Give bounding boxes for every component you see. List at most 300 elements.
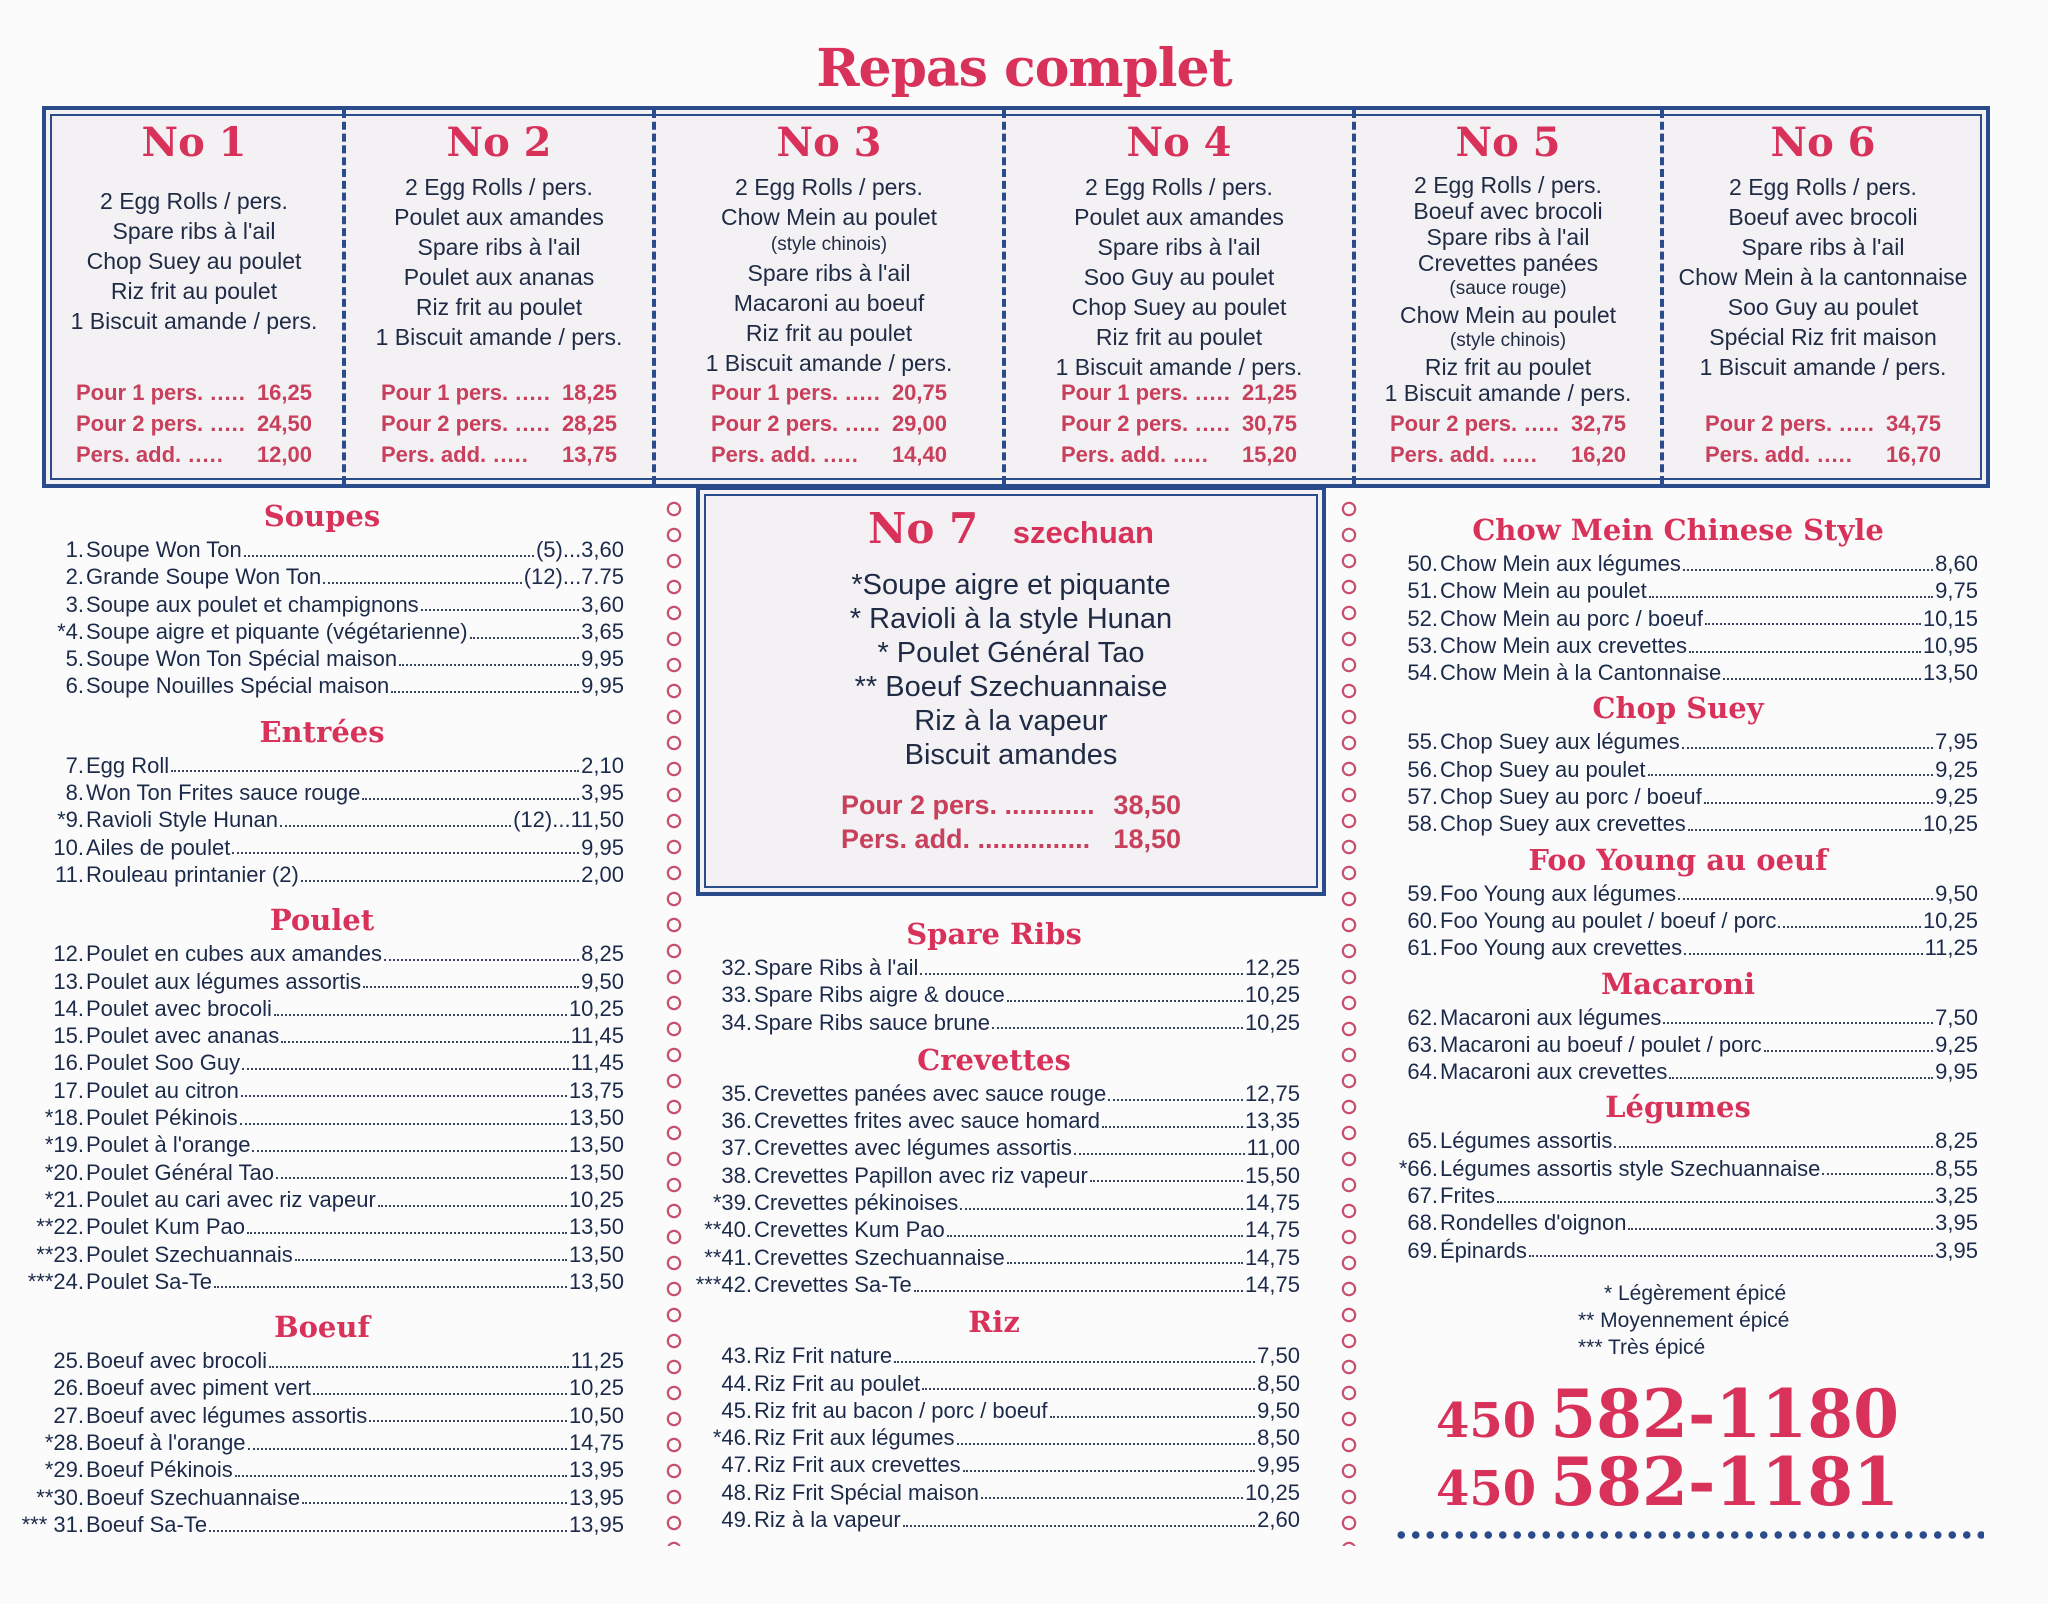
menu-item	[688, 1342, 1300, 1369]
leader-dots	[362, 798, 579, 800]
item-price: 11,45	[570, 1023, 624, 1049]
item-price: 13,50	[568, 1214, 624, 1240]
menu-item	[1378, 907, 1978, 934]
item-name: Poulet au cari avec riz vapeur	[86, 1186, 376, 1212]
combo-item: Chow Mein au poulet	[720, 204, 938, 230]
menu-item	[688, 1080, 1300, 1107]
price-line	[76, 408, 312, 439]
menu-item	[1378, 810, 1978, 837]
item-name: Egg Roll	[86, 752, 170, 778]
menu-item	[1378, 783, 1978, 810]
item-name: Rouleau printanier (2)	[86, 861, 299, 887]
leader-dots	[252, 1150, 567, 1152]
menu-item	[20, 1511, 624, 1538]
menu-item	[20, 563, 624, 590]
item-number: 33.	[721, 982, 752, 1008]
item-name: Boeuf avec piment vert	[86, 1375, 312, 1401]
item-name: Poulet Sa-Te	[86, 1268, 212, 1294]
item-name: Crevettes frites avec sauce homard	[754, 1108, 1101, 1134]
price-line	[711, 408, 947, 439]
item-name: Riz Frit au poulet	[754, 1370, 921, 1396]
item-number: 25.	[53, 1348, 84, 1374]
left-chain-divider	[663, 496, 685, 1546]
menu-item	[20, 752, 624, 779]
price-value: 34,75	[1885, 411, 1941, 436]
item-name: Riz à la vapeur	[754, 1507, 901, 1533]
combo-item: 2 Egg Rolls / pers.	[1085, 174, 1273, 200]
combo-prices	[346, 377, 652, 470]
menu-item	[20, 536, 624, 563]
item-number: *18.	[44, 1105, 84, 1131]
item-price: 13,50	[568, 1105, 624, 1131]
item-price: 10,25	[1922, 811, 1978, 837]
leader-dots	[295, 1259, 567, 1261]
item-number: **41.	[704, 1244, 752, 1270]
item-price: 10,25	[1244, 1479, 1300, 1505]
item-name: Crevettes pékinoises	[754, 1190, 959, 1216]
leader-dots	[1007, 1262, 1243, 1264]
item-price: 13,95	[568, 1484, 624, 1510]
menu-item	[20, 645, 624, 672]
item-price: 13,35	[1244, 1108, 1300, 1134]
item-number: 59.	[1407, 880, 1438, 906]
item-number: **22.	[36, 1214, 84, 1240]
combo-item: 1 Biscuit amande / pers.	[705, 350, 953, 376]
price-value: 18,25	[561, 380, 617, 405]
combo-item: Riz frit au poulet	[745, 320, 913, 346]
combo-title: No 6	[1770, 119, 1876, 166]
combo-items	[1006, 172, 1352, 382]
menu-item	[1378, 1058, 1978, 1085]
leader-dots	[269, 1366, 569, 1368]
combo-prices	[1356, 408, 1660, 470]
menu-item	[20, 1347, 624, 1374]
combo-item: 2 Egg Rolls / pers.	[735, 174, 923, 200]
leader-dots	[1497, 1201, 1933, 1203]
item-name: Poulet aux légumes assortis	[86, 968, 362, 994]
item-name: Boeuf avec brocoli	[86, 1348, 267, 1374]
item-name: Macaroni au boeuf / poulet / porc	[1440, 1031, 1762, 1057]
combo-items	[656, 172, 1002, 378]
item-price: 8,50	[1257, 1370, 1300, 1396]
item-number: 2.	[65, 564, 84, 590]
item-number: 16.	[53, 1050, 84, 1076]
leader-dots	[1683, 569, 1933, 571]
item-name: Crevettes Papillon avec riz vapeur	[754, 1162, 1088, 1188]
item-name: Soupe aigre et piquante (végétarienne)	[86, 618, 468, 644]
combo-title: No 1	[141, 119, 247, 166]
item-price: 7,95	[1935, 729, 1978, 755]
item-name: Riz Frit aux légumes	[754, 1425, 955, 1451]
item-name: Poulet avec brocoli	[86, 995, 272, 1021]
legend-line: *** Très épicé	[1578, 1336, 1706, 1359]
menu-item	[688, 1162, 1300, 1189]
item-name: Crevettes panées avec sauce rouge	[754, 1080, 1107, 1106]
menu-item	[20, 1402, 624, 1429]
leader-dots	[1684, 953, 1922, 955]
item-number: 55.	[1407, 729, 1438, 755]
combo-item: 2 Egg Rolls / pers.	[100, 188, 288, 214]
right-column	[1378, 510, 1978, 1264]
leader-dots	[922, 1388, 1255, 1390]
price-value: 38,50	[1113, 790, 1181, 820]
item-name: Boeuf Sa-Te	[86, 1511, 208, 1537]
menu-item	[20, 779, 624, 806]
legend-line: ** Moyennement épicé	[1578, 1309, 1790, 1332]
leader-dots	[1074, 1153, 1245, 1155]
leader-dots	[947, 1235, 1243, 1237]
leader-dots	[313, 1393, 567, 1395]
leader-dots	[244, 555, 534, 557]
item-name: Boeuf avec légumes assortis	[86, 1402, 368, 1428]
item-price: 12,25	[1244, 955, 1300, 980]
leader-dots	[981, 1497, 1243, 1499]
item-number: 17.	[53, 1077, 84, 1103]
combo-item: (style chinois)	[1449, 330, 1567, 351]
price-label: Pour 1 pers. .....	[1061, 377, 1231, 408]
leader-dots	[274, 1014, 567, 1016]
price-label: Pour 2 pers. .....	[381, 408, 551, 439]
phone-main-number: 582-1180	[1550, 1375, 1900, 1453]
item-number: *20.	[44, 1159, 84, 1185]
price-value: 29,00	[891, 411, 947, 436]
price-line	[381, 377, 617, 408]
item-price: 14,75	[568, 1430, 624, 1456]
item-name: Boeuf Pékinois	[86, 1457, 233, 1483]
item-number: *21.	[44, 1186, 84, 1212]
item-number: 58.	[1407, 811, 1438, 837]
item-name: Spare Ribs aigre & douce	[754, 982, 1005, 1008]
item-name: Soupe Won Ton	[86, 537, 242, 562]
dotted-divider	[1394, 1530, 1984, 1540]
combo-title: No 5	[1455, 119, 1561, 166]
leader-dots	[378, 1205, 567, 1207]
item-price: (12)...11,50	[513, 807, 624, 833]
item-number: 47.	[721, 1452, 752, 1478]
item-price: 14,75	[1244, 1190, 1300, 1216]
menu-item	[20, 861, 624, 888]
item-price: 13,50	[568, 1159, 624, 1185]
price-value: 24,50	[256, 411, 312, 436]
item-name: Chow Mein à la Cantonnaise	[1440, 660, 1722, 686]
section-title: Soupes	[263, 499, 381, 533]
combo-items	[46, 186, 342, 336]
item-price: 3,95	[1935, 1237, 1978, 1263]
price-line	[1061, 377, 1297, 408]
item-price: 11,25	[570, 1348, 624, 1374]
item-name: Poulet Général Tao	[86, 1159, 274, 1185]
item-name: Ravioli Style Hunan	[86, 807, 278, 833]
item-price: 10,25	[568, 995, 624, 1021]
item-name: Poulet Soo Guy	[86, 1050, 241, 1076]
leader-dots	[276, 1177, 567, 1179]
item-number: 14.	[53, 995, 84, 1021]
item-number: ***42.	[695, 1271, 752, 1297]
item-name: Chop Suey au porc / boeuf	[1440, 784, 1702, 810]
item-name: Spare Ribs sauce brune	[754, 1009, 991, 1035]
menu-item	[20, 618, 624, 645]
section-title: Légumes	[1605, 1090, 1751, 1125]
leader-dots	[963, 1470, 1256, 1472]
left-column	[20, 496, 624, 1538]
item-price: 14,75	[1244, 1271, 1300, 1297]
item-name: Boeuf à l'orange	[86, 1430, 246, 1456]
price-value: 16,20	[1570, 442, 1626, 467]
price-line	[1390, 439, 1626, 470]
item-price: 10,25	[568, 1186, 624, 1212]
section-title: Crevettes	[917, 1042, 1071, 1077]
section-title: Boeuf	[274, 1310, 370, 1345]
leader-dots	[391, 691, 579, 693]
section-title: Macaroni	[1600, 966, 1756, 1001]
menu-item	[688, 1271, 1300, 1298]
leader-dots	[1007, 1000, 1243, 1002]
item-name: Chow Mein au poulet	[1440, 578, 1647, 604]
price-label: Pour 2 pers. ............	[841, 790, 1095, 820]
combo-item: Poulet aux ananas	[403, 264, 595, 290]
leader-dots	[903, 1525, 1255, 1527]
leader-dots	[1090, 1180, 1243, 1182]
leader-dots	[1822, 1173, 1933, 1175]
item-price: 9,75	[1935, 578, 1978, 604]
leader-dots	[1108, 1099, 1243, 1101]
price-label: Pour 2 pers. .....	[1061, 408, 1231, 439]
leader-dots	[1689, 651, 1921, 653]
item-number: 63.	[1407, 1031, 1438, 1057]
price-value: 15,20	[1241, 442, 1297, 467]
item-number: *19.	[44, 1132, 84, 1158]
price-line	[1705, 439, 1941, 470]
item-price: 8,25	[1935, 1128, 1978, 1154]
price-label: Pour 2 pers. .....	[711, 408, 881, 439]
menu-item	[20, 1159, 624, 1186]
menu-item	[20, 1484, 624, 1511]
no7-item: Biscuit amandes	[904, 739, 1118, 771]
menu-item	[20, 1268, 624, 1295]
item-number: *** 31.	[21, 1511, 84, 1537]
combo-card	[656, 110, 1006, 484]
item-name: Riz Frit nature	[754, 1343, 893, 1369]
item-price: 8,25	[581, 941, 624, 967]
item-number: 65.	[1407, 1128, 1438, 1154]
menu-item	[688, 954, 1300, 981]
price-line	[1705, 408, 1941, 439]
no7-item: Riz à la vapeur	[914, 705, 1108, 737]
no7-price-line	[841, 788, 1181, 822]
item-number: 67.	[1407, 1183, 1438, 1209]
item-name: Crevettes Sa-Te	[754, 1271, 912, 1297]
section-title: Riz	[968, 1305, 1020, 1340]
item-number: 53.	[1407, 632, 1438, 658]
item-number: **30.	[36, 1484, 84, 1510]
leader-dots	[1648, 774, 1934, 776]
combo-item: (sauce rouge)	[1449, 278, 1567, 299]
menu-item	[688, 981, 1300, 1008]
menu-item	[20, 1429, 624, 1456]
menu-item	[1378, 728, 1978, 755]
item-number: **40.	[704, 1217, 752, 1243]
combo-card	[1356, 110, 1664, 484]
combo-item: Riz frit au poulet	[1424, 354, 1592, 380]
item-number: ***24.	[27, 1268, 84, 1294]
menu-item	[20, 1213, 624, 1240]
item-price: 13,75	[568, 1077, 624, 1103]
menu-item	[20, 834, 624, 861]
item-price: 2,10	[581, 752, 624, 778]
item-number: *46.	[712, 1425, 752, 1451]
menu-item	[20, 968, 624, 995]
item-number: 69.	[1407, 1237, 1438, 1263]
menu-item	[688, 1506, 1300, 1533]
item-name: Chow Mein aux crevettes	[1440, 632, 1687, 658]
price-label: Pour 1 pers. .....	[381, 377, 551, 408]
item-price: (5)...3,60	[535, 537, 624, 562]
item-name: Soupe Won Ton Spécial maison	[86, 646, 398, 672]
leader-dots	[421, 609, 579, 611]
item-price: 2,60	[1257, 1507, 1300, 1533]
item-number: 7.	[65, 752, 84, 778]
item-price: 8,50	[1257, 1425, 1300, 1451]
item-name: Chow Mein au porc / boeuf	[1440, 605, 1703, 631]
menu-item	[20, 940, 624, 967]
item-name: Poulet en cubes aux amandes	[86, 941, 382, 967]
combo-item: Chop Suey au poulet	[86, 248, 302, 274]
item-price: 13,50	[568, 1241, 624, 1267]
item-number: 27.	[53, 1402, 84, 1428]
combo-item: Spare ribs à l'ail	[112, 218, 276, 244]
price-label: Pour 2 pers. .....	[1390, 408, 1560, 439]
combo-card	[346, 110, 656, 484]
combo-item: Spécial Riz frit maison	[1709, 324, 1937, 350]
leader-dots	[399, 664, 579, 666]
item-price: 14,75	[1244, 1244, 1300, 1270]
item-name: Foo Young aux crevettes	[1440, 935, 1683, 961]
item-price: 9,25	[1935, 784, 1978, 810]
item-price: (12)...7.75	[523, 564, 624, 590]
menu-item	[688, 1397, 1300, 1424]
item-name: Crevettes Kum Pao	[754, 1217, 945, 1243]
menu-item	[688, 1424, 1300, 1451]
item-name: Poulet Kum Pao	[86, 1214, 245, 1240]
right-chain-divider	[1338, 496, 1360, 1546]
item-number: *9.	[57, 807, 84, 833]
leader-dots	[384, 959, 579, 961]
price-label: Pour 2 pers. .....	[1705, 408, 1875, 439]
item-name: Riz frit au bacon / porc / boeuf	[754, 1397, 1048, 1423]
menu-title: Repas complet	[816, 38, 1232, 99]
section-title: Chow Mein Chinese Style	[1472, 513, 1884, 547]
item-name: Grande Soupe Won Ton	[86, 564, 322, 590]
item-number: 8.	[65, 780, 84, 806]
leader-dots	[242, 1068, 568, 1070]
price-label: Pers. add. .....	[1390, 439, 1538, 470]
item-number: 52.	[1407, 605, 1438, 631]
menu-item	[688, 1009, 1300, 1036]
item-number: 44.	[721, 1370, 752, 1396]
item-number: 5.	[65, 646, 84, 672]
leader-dots	[280, 825, 511, 827]
item-price: 10,25	[568, 1375, 624, 1401]
item-name: Chow Mein aux légumes	[1440, 551, 1681, 576]
price-line	[76, 439, 312, 470]
item-price: 3,65	[581, 618, 624, 644]
item-number: 45.	[721, 1397, 752, 1423]
menu-item	[1378, 1182, 1978, 1209]
combo-item: Soo Guy au poulet	[1083, 264, 1275, 290]
leader-dots	[171, 770, 579, 772]
item-price: 9,95	[1935, 1059, 1978, 1085]
leader-dots	[1669, 1077, 1933, 1079]
section-title: Foo Young au oeuf	[1528, 842, 1828, 877]
leader-dots	[894, 1361, 1255, 1363]
leader-dots	[914, 1290, 1243, 1292]
item-price: 7,50	[1935, 1004, 1978, 1030]
item-price: 11,25	[1924, 935, 1978, 961]
combo-meals-panel	[42, 106, 1990, 488]
leader-dots	[301, 880, 579, 882]
combo-title: No 4	[1126, 119, 1232, 166]
combo-item: (style chinois)	[770, 234, 888, 255]
leader-dots	[992, 1027, 1243, 1029]
item-number: 35.	[721, 1080, 752, 1106]
leader-dots	[209, 1530, 567, 1532]
menu-item	[688, 1370, 1300, 1397]
phone-main-number: 582-1181	[1550, 1443, 1900, 1521]
leader-dots	[323, 582, 521, 584]
combo-item: Crevettes panées	[1417, 250, 1599, 276]
item-price: 13,50	[1922, 660, 1978, 686]
menu-item	[20, 1104, 624, 1131]
item-name: Poulet Szechuannais	[86, 1241, 293, 1267]
item-name: Spare Ribs à l'ail	[754, 955, 919, 980]
no7-item: * Ravioli à la style Hunan	[849, 603, 1173, 635]
leader-dots	[1649, 596, 1933, 598]
item-number: 26.	[53, 1375, 84, 1401]
section-title: Spare Ribs	[906, 917, 1082, 951]
price-value: 16,70	[1885, 442, 1941, 467]
menu-item	[20, 1456, 624, 1483]
combo-item: Chop Suey au poulet	[1071, 294, 1287, 320]
leader-dots	[281, 1041, 568, 1043]
menu-item	[20, 1077, 624, 1104]
item-name: Won Ton Frites sauce rouge	[86, 780, 361, 806]
menu-item	[688, 1216, 1300, 1243]
price-line	[1061, 408, 1297, 439]
price-line	[1061, 439, 1297, 470]
item-price: 13,95	[568, 1457, 624, 1483]
leader-dots	[214, 1286, 567, 1288]
item-price: 10,25	[1244, 982, 1300, 1008]
price-value: 30,75	[1241, 411, 1297, 436]
price-value: 13,75	[561, 442, 617, 467]
leader-dots	[1705, 623, 1921, 625]
combo-item: 1 Biscuit amande / pers.	[1384, 380, 1632, 406]
combo-title: No 2	[446, 119, 552, 166]
leader-dots	[235, 1475, 567, 1477]
price-value: 20,75	[891, 380, 947, 405]
price-line	[381, 439, 617, 470]
leader-dots	[302, 1502, 567, 1504]
menu-item	[1378, 577, 1978, 604]
menu-item	[1378, 550, 1978, 577]
item-price: 10,95	[1922, 632, 1978, 658]
item-number: 1.	[65, 537, 84, 562]
combo-item: Riz frit au poulet	[1095, 324, 1263, 350]
item-name: Chop Suey aux légumes	[1440, 729, 1680, 755]
leader-dots	[1778, 926, 1921, 928]
item-price: 9,50	[1935, 880, 1978, 906]
menu-item	[1378, 1127, 1978, 1154]
